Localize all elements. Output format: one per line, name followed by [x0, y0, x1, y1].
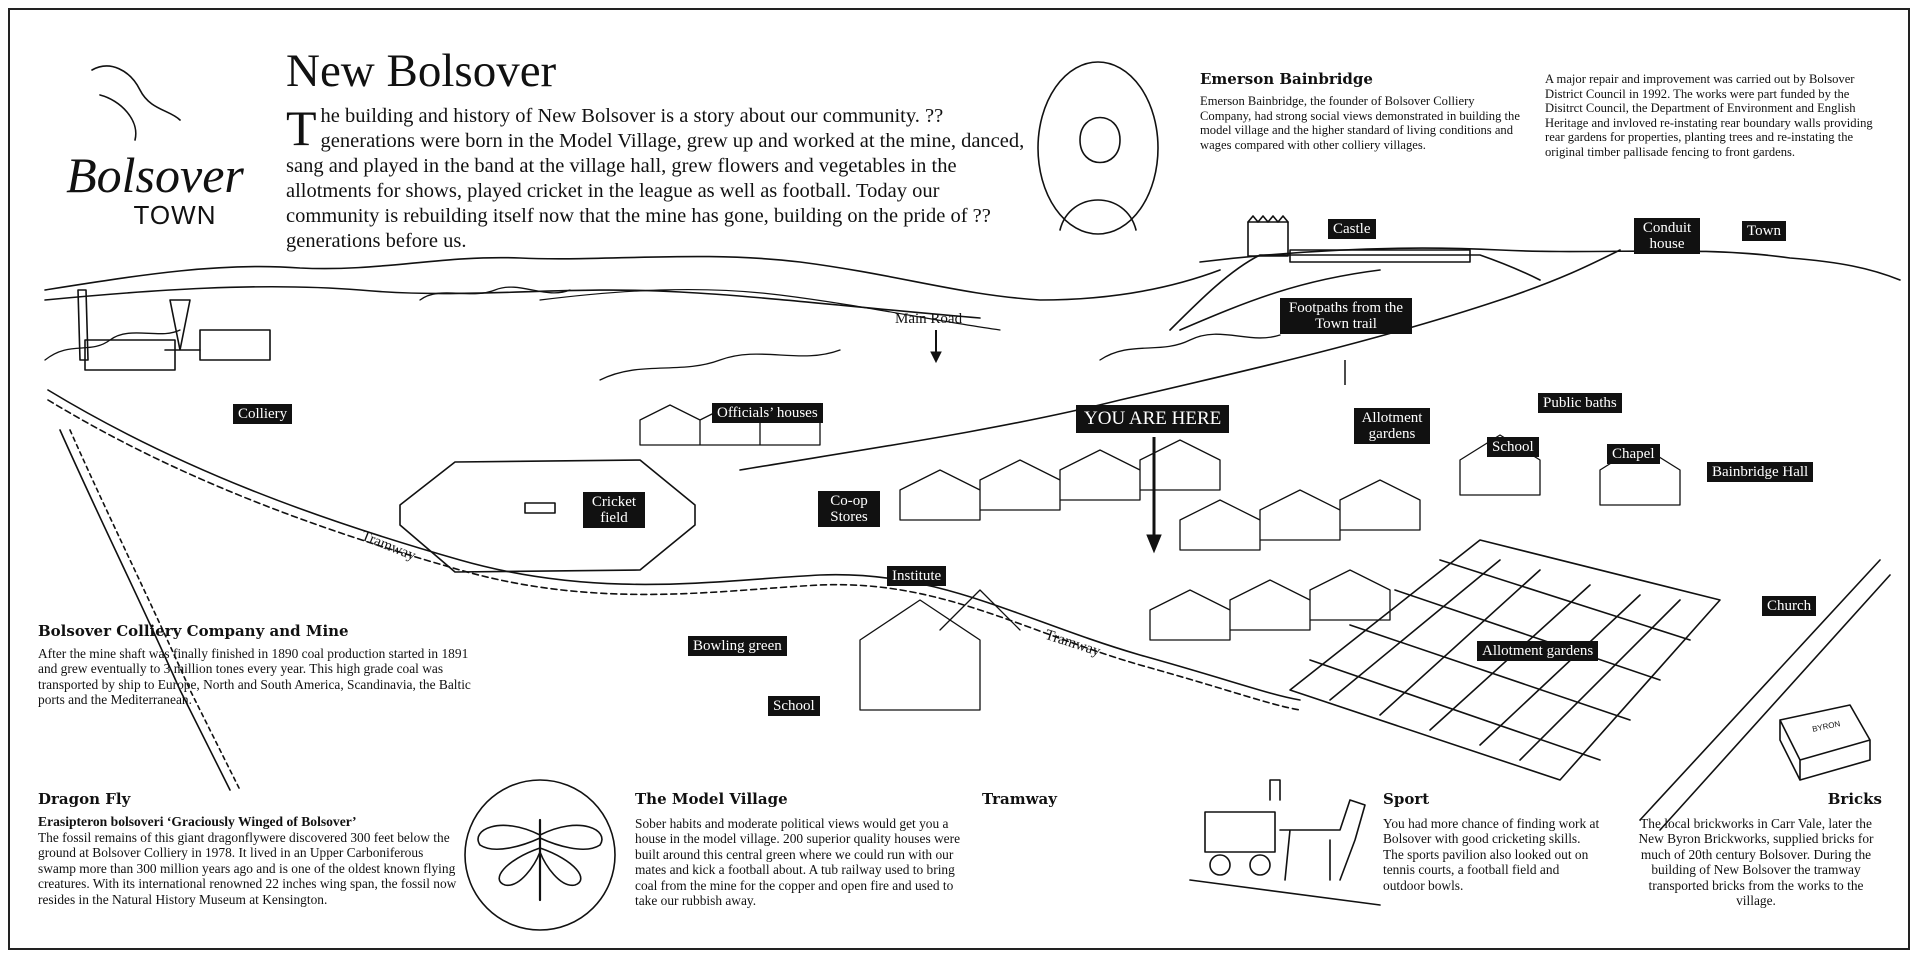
label-tramway-2: Tramway — [1043, 627, 1103, 660]
bricks-text: The local brickworks in Carr Vale, later the New Byron Brickworks, supplied bricks for much of 20th century Bolsover. During the building of New Bolsover the tramway transported bricks from the works to the village. — [1638, 816, 1874, 909]
tramway-heading: Tramway — [982, 790, 1057, 808]
label-bainbridge-hall: Bainbridge Hall — [1707, 462, 1813, 482]
colliery-heading: Bolsover Colliery Company and Mine — [38, 622, 349, 640]
repair-text: A major repair and improvement was carried out by Bolsover District Council in 1992. The works were part funded by the Disitrct Council, the Department of Environment and English Heritage and invloved re-instating rear boundary walls providing rear gardens for properties, planting trees and re-instating the original timber pallisade fencing to front gardens. — [1545, 72, 1873, 159]
page-title: New Bolsover — [286, 45, 557, 97]
label-institute: Institute — [887, 566, 946, 586]
label-main-road: Main Road — [895, 311, 963, 327]
dragonfly-section — [38, 790, 458, 907]
label-castle: Castle — [1328, 219, 1376, 239]
colliery-text: After the mine shaft was finally finished in 1890 coal production started in 1891 and grew eventually to 3 million tones every year. This high grade coal was transported by ship to Europe, North and South America, Scandinavia, the Baltic ports and the Mediterranean. — [38, 646, 471, 708]
sport-text: You had more chance of finding work at Bolsover with good cricketing skills. The sports pavilion also looked out on tennis courts, a football field and outdoor bowls. — [1383, 816, 1600, 893]
label-town: Town — [1742, 221, 1786, 241]
label-chapel: Chapel — [1607, 444, 1660, 464]
colliery-section — [38, 622, 478, 708]
label-cricket-field: Cricket field — [583, 492, 645, 528]
label-allotment-gardens-top: Allotment gardens — [1354, 408, 1430, 444]
emerson-text: Emerson Bainbridge, the founder of Bolsover Colliery Company, had strong social views demonstrated in building the model village and the higher standard of living conditions and wages compared with other colliery villages. — [1200, 94, 1520, 152]
emerson-section — [1200, 70, 1520, 152]
intro-paragraph — [286, 100, 1026, 254]
label-colliery: Colliery — [233, 404, 292, 424]
label-you-are-here: YOU ARE HERE — [1076, 405, 1229, 433]
model-village-text: Sober habits and moderate political views would get you a house in the model village. 200 superior quality houses were built around this central green where we could run with our mates and kick a football about. A tub railway used to bring coal from the mine for the copper and open fire and used to take our rubbish away. — [635, 816, 961, 909]
label-church: Church — [1762, 596, 1816, 616]
dragonfly-subheading: Erasipteron bolsoveri ‘Graciously Winged of Bolsover’ — [38, 814, 357, 829]
model-village-section — [635, 790, 965, 908]
intro-text: he building and history of New Bolsover is a story about our community. ?? generations were born in the Model Village, grew up and worked at the mine, danced, sang and played in the band at the village hall, grew flowers and vegetables in the allotments for shows, played cricket in the league as well as football. Today our community is rebuilding itself now that the mine has gone, building on the pride of ?? generations before us. — [286, 105, 1025, 252]
label-tramway-1: Tramway — [359, 528, 418, 565]
label-conduit-house: Conduit house — [1634, 218, 1700, 254]
dragonfly-text: The fossil remains of this giant dragonflywere discovered 300 feet below the ground at Bolsover Colliery in 1978. It lived in an Upper Carboniferous swamp more than 300 million years ago and is one of the oldest known flying creatures. With its international renowned 22 inches wing span, the fossil now resides in the Natural History Museum at Kensington. — [38, 830, 457, 907]
logo-subtitle: TOWN — [133, 200, 217, 230]
label-school-top: School — [1487, 437, 1539, 457]
label-public-baths: Public baths — [1538, 393, 1622, 413]
label-allotment-gardens-bottom: Allotment gardens — [1477, 641, 1598, 661]
sport-heading: Sport — [1383, 790, 1430, 808]
label-footpaths: Footpaths from the Town trail — [1280, 298, 1412, 334]
tramway-section — [982, 790, 1057, 808]
label-coop-stores: Co-op Stores — [818, 491, 880, 527]
bolsover-town-logo — [60, 147, 250, 231]
model-village-heading: The Model Village — [635, 790, 788, 808]
intro-dropcap: T — [286, 100, 317, 156]
label-officials-houses: Officials’ houses — [712, 403, 823, 423]
bricks-section — [1630, 790, 1882, 908]
emerson-heading: Emerson Bainbridge — [1200, 70, 1373, 88]
brick-stamp: BYRON — [1811, 719, 1842, 734]
dragonfly-heading: Dragon Fly — [38, 790, 131, 808]
label-bowling-green: Bowling green — [688, 636, 787, 656]
label-school-bottom: School — [768, 696, 820, 716]
bricks-heading: Bricks — [1827, 790, 1882, 808]
sport-section — [1383, 790, 1603, 893]
logo-word: Bolsover — [66, 147, 244, 203]
